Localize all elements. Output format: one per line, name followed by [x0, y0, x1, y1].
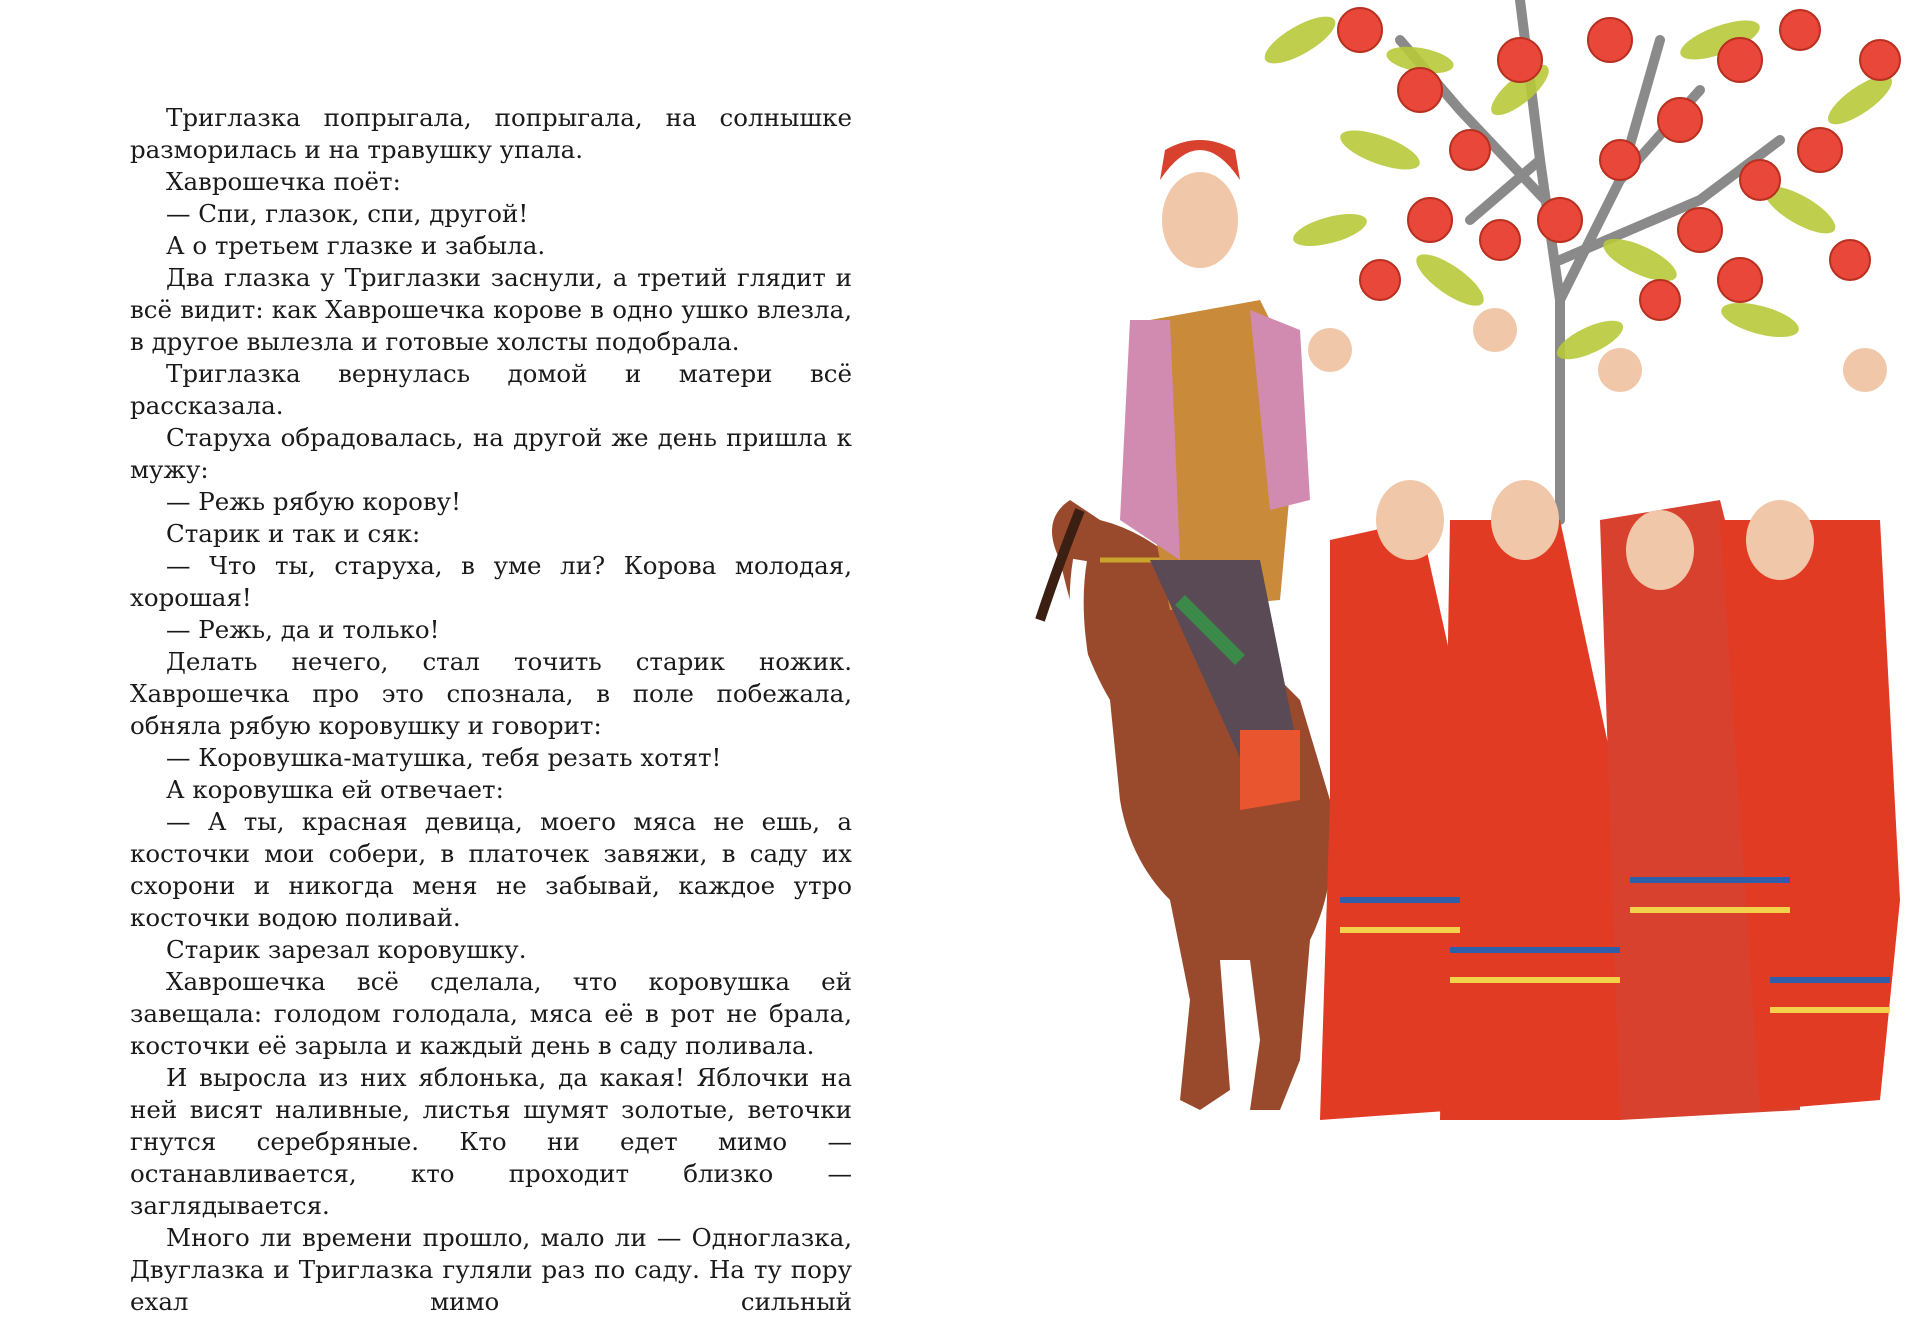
paragraph-2: Хаврошечка поёт:	[166, 167, 401, 196]
text-page	[130, 102, 852, 1318]
paragraph-12: Делать нечего, стал точить старик ножик. Хаврошечка про это спознала, в поле побежала, обняла рябую коровушку и говорит:	[130, 647, 852, 740]
paragraph-1: Триглазка попрыгала, попрыгала, на солнышке разморилась и на травушку упала.	[130, 103, 852, 164]
paragraph-11: — Режь, да и только!	[166, 615, 440, 644]
paragraph-4: А о третьем глазке и забыла.	[166, 231, 546, 260]
paragraph-6: Триглазка вернулась домой и матери всё рассказала.	[130, 359, 852, 420]
paragraph-10: — Что ты, старуха, в уме ли? Корова молодая, хорошая!	[130, 551, 852, 612]
tree-leaves	[1258, 8, 1898, 367]
paragraph-3: — Спи, глазок, спи, другой!	[166, 199, 529, 228]
paragraph-15: — А ты, красная девица, моего мяса не ешь, а косточки мои собери, в платочек завяжи, в саду их схорони и никогда меня не забывай, каждое утро косточки водою поливай.	[130, 807, 852, 932]
paragraph-9: Старик и так и сяк:	[166, 519, 421, 548]
paragraph-18: И выросла из них яблонька, да какая! Яблочки на ней висят наливные, листья шумят золотые, веточки гнутся серебряные. Кто ни едет мимо — останавливается, кто проходит близко — заглядывается.	[130, 1063, 852, 1220]
illustration	[1000, 0, 1920, 1248]
paragraph-14: А коровушка ей отвечает:	[166, 775, 504, 804]
paragraph-19: Много ли времени прошло, мало ли — Одноглазка, Двуглазка и Триглазка гуляли раз по саду. На ту пору ехал мимо сильный	[130, 1223, 852, 1316]
maidens	[1308, 308, 1900, 1120]
paragraph-16: Старик зарезал коровушку.	[166, 935, 527, 964]
paragraph-5: Два глазка у Триглазки заснули, а третий глядит и всё видит: как Хаврошечка корове в одно ушко влезла, в другое вылезла и готовые холсты подобрала.	[130, 263, 852, 356]
paragraph-17: Хаврошечка всё сделала, что коровушка ей завещала: голодом голодала, мяса её в рот не брала, косточки её зарыла и каждый день в саду поливала.	[130, 967, 852, 1060]
apple-tree	[1400, 0, 1780, 520]
illustration-art	[1000, 0, 1920, 1248]
paragraph-13: — Коровушка-матушка, тебя резать хотят!	[166, 743, 722, 772]
paragraph-7: Старуха обрадовалась, на другой же день пришла к мужу:	[130, 423, 852, 484]
paragraph-8: — Режь рябую корову!	[166, 487, 461, 516]
